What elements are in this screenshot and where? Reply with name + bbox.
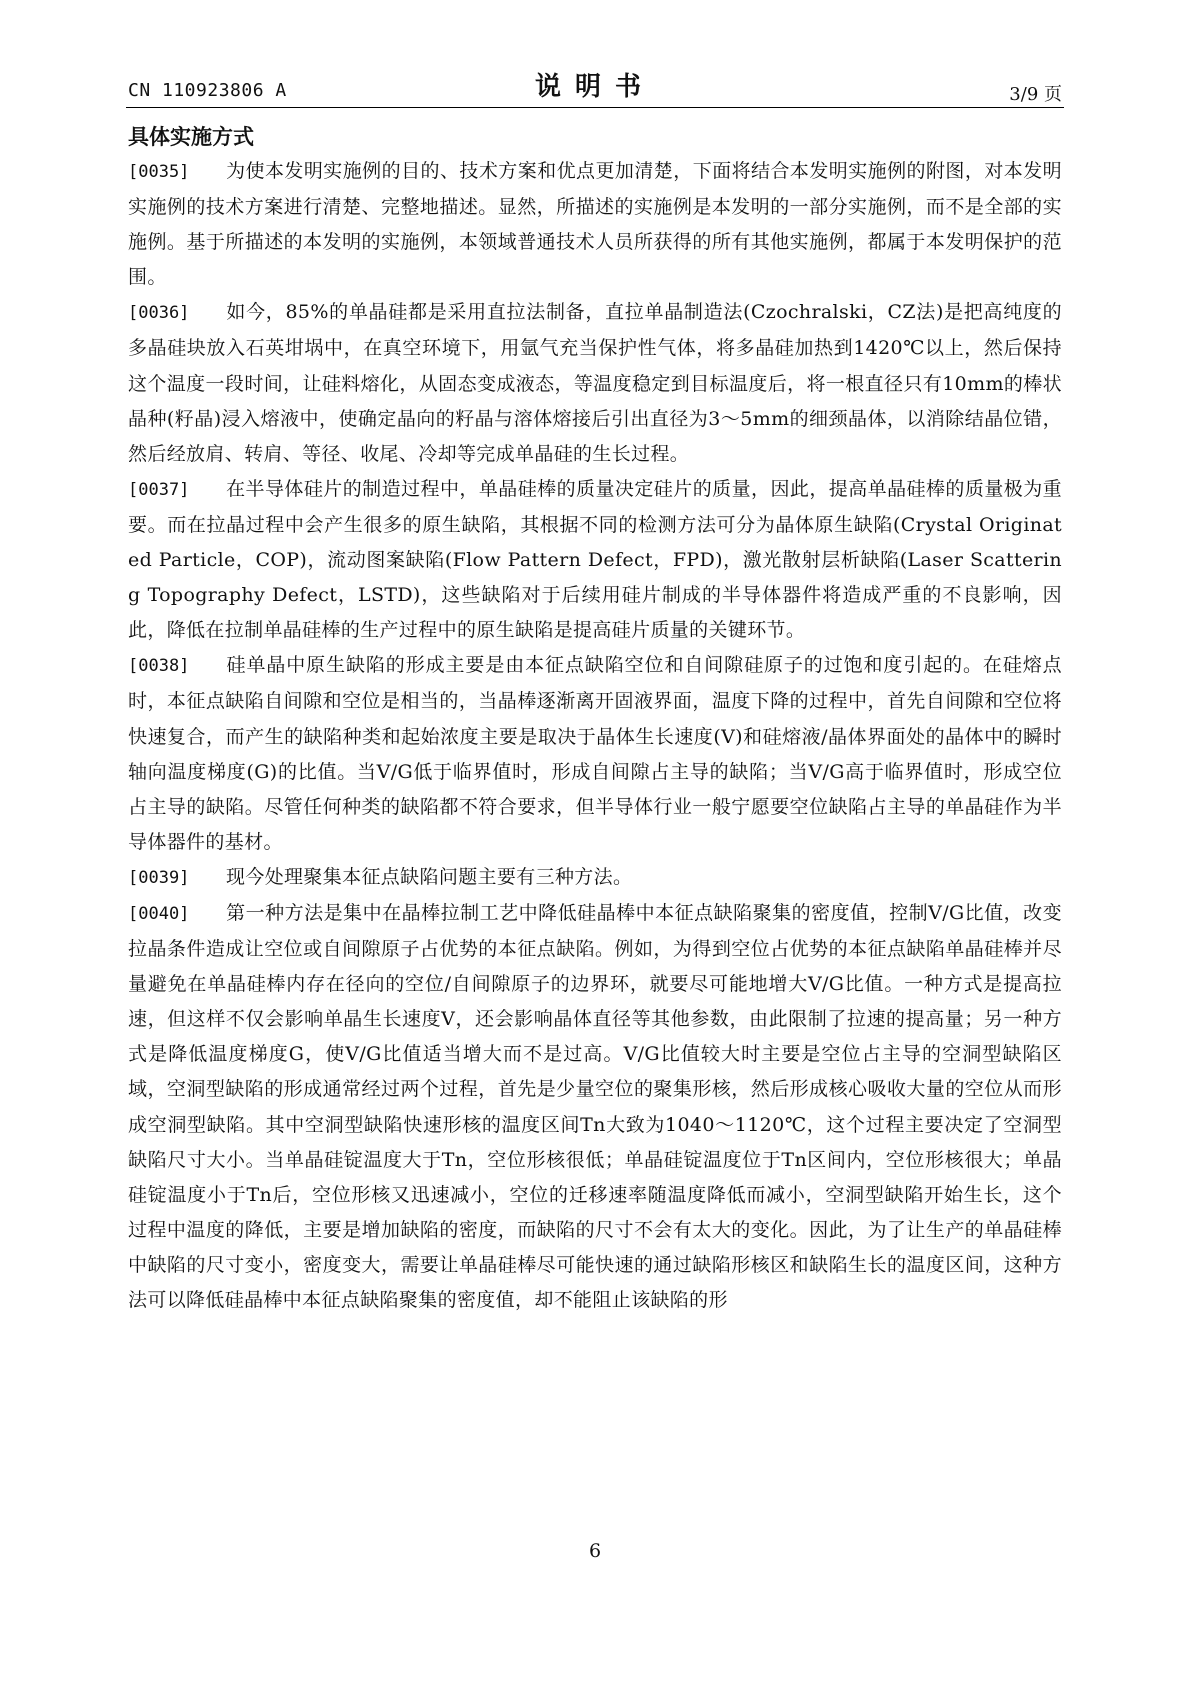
paragraph-0040 bbox=[128, 896, 1062, 1318]
page-title: 说明书 bbox=[534, 72, 655, 102]
paragraph-number: [0037] bbox=[128, 479, 190, 500]
paragraph-number: [0035] bbox=[128, 162, 190, 182]
document-body bbox=[128, 122, 1062, 1318]
paragraph-0037 bbox=[128, 472, 1062, 648]
header-divider bbox=[126, 107, 1064, 108]
paragraph-number: [0040] bbox=[128, 903, 190, 924]
paragraph-0038 bbox=[128, 648, 1062, 860]
paragraph-text: 硅单晶中原生缺陷的形成主要是由本征点缺陷空位和自间隙硅原子的过饱和度引起的。在硅熔点时，本征点缺陷自间隙和空位是相当的，当晶棒逐渐离开固液界面，温度下降的过程中，首先自间隙和空位将快速复合，而产生的缺陷种类和起始浓度主要是取决于晶体生长速度(V)和硅熔液/晶体界面处的晶体中的瞬时轴向温度梯度(G)的比值。当V/G低于临界值时，形成自间隙占主导的缺陷；当V/G高于临界值时，形成空位占主导的缺陷。尽管任何种类的缺陷都不符合要求，但半导体行业一般宁愿要空位缺陷占主导的单晶硅作为半导体器件的基材。 bbox=[128, 654, 1062, 853]
paragraph-text: 第一种方法是集中在晶棒拉制工艺中降低硅晶棒中本征点缺陷聚集的密度值，控制V/G比值，改变拉晶条件造成让空位或自间隙原子占优势的本征点缺陷。例如，为得到空位占优势的本征点缺陷单晶硅棒并尽量避免在单晶硅棒内存在径向的空位/自间隙原子的边界环，就要尽可能地增大V/G比值。一种方式是提高拉速，但这样不仅会影响单晶生长速度V，还会影响晶体直径等其他参数，由此限制了拉速的提高量；另一种方式是降低温度梯度G，使V/G比值适当增大而不是过高。V/G比值较大时主要是空位占主导的空洞型缺陷区域，空洞型缺陷的形成通常经过两个过程，首先是少量空位的聚集形核，然后形成核心吸收大量的空位从而形成空洞型缺陷。其中空洞型缺陷快速形核的温度区间Tn大致为1040～1120℃，这个过程主要决定了空洞型缺陷尺寸大小。当单晶硅锭温度大于Tn，空位形核很低；单晶硅锭温度位于Tn区间内，空位形核很大；单晶硅锭温度小于Tn后，空位形核又迅速减小，空位的迁移速率随温度降低而减小，空洞型缺陷开始生长，这个过程中温度的降低，主要是增加缺陷的密度，而缺陷的尺寸不会有太大的变化。因此，为了让生产的单晶硅棒中缺陷的尺寸变小，密度变大，需要让单晶硅棒尽可能快速的通过缺陷形核区和缺陷生长的温度区间，这种方法可以降低硅晶棒中本征点缺陷聚集的密度值，却不能阻止该缺陷的形 bbox=[128, 901, 1062, 1311]
page-of: 3/9 页 bbox=[1009, 84, 1062, 105]
section-heading: 具体实施方式 bbox=[128, 125, 254, 149]
paragraph-number: [0038] bbox=[128, 656, 190, 677]
paragraph-text: 为使本发明实施例的目的、技术方案和优点更加清楚，下面将结合本发明实施例的附图，对本发明实施例的技术方案进行清楚、完整地描述。显然，所描述的实施例是本发明的一部分实施例，而不是全部的实施例。基于所描述的本发明的实施例，本领域普通技术人员所获得的所有其他实施例，都属于本发明保护的范围。 bbox=[128, 160, 1062, 289]
paragraph-number: [0036] bbox=[128, 303, 190, 324]
page-number: 6 bbox=[588, 1540, 602, 1562]
paragraph-0035 bbox=[128, 154, 1062, 295]
paragraph-0039 bbox=[128, 860, 1062, 896]
paragraph-text: 如今，85%的单晶硅都是采用直拉法制备，直拉单晶制造法(Czochralski，CZ法)是把高纯度的多晶硅块放入石英坩埚中，在真空环境下，用氩气充当保护性气体，将多晶硅加热到1420℃以上，然后保持这个温度一段时间，让硅料熔化，从固态变成液态，等温度稳定到目标温度后，将一根直径只有10mm的棒状晶种(籽晶)浸入熔液中，使确定晶向的籽晶与溶体熔接后引出直径为3～5mm的细颈晶体，以消除结晶位错，然后经放肩、转肩、等径、收尾、冷却等完成单晶硅的生长过程。 bbox=[128, 301, 1062, 465]
paragraph-0036 bbox=[128, 295, 1062, 471]
paragraph-text: 现今处理聚集本征点缺陷问题主要有三种方法。 bbox=[226, 865, 633, 888]
page-header bbox=[128, 66, 1062, 106]
paragraph-number: [0039] bbox=[128, 867, 190, 888]
doc-number: CN 110923806 A bbox=[128, 80, 287, 101]
paragraph-text: 在半导体硅片的制造过程中，单晶硅棒的质量决定硅片的质量，因此，提高单晶硅棒的质量极为重要。而在拉晶过程中会产生很多的原生缺陷，其根据不同的检测方法可分为晶体原生缺陷(Crystal Originated Particle，COP)，流动图案缺陷(Flow Pattern Defect，FPD)，激光散射层析缺陷(Laser Scattering Topography Defect，LSTD)，这些缺陷对于后续用硅片制成的半导体器件将造成严重的不良影响，因此，降低在拉制单晶硅棒的生产过程中的原生缺陷是提高硅片质量的关键环节。 bbox=[128, 477, 1062, 642]
